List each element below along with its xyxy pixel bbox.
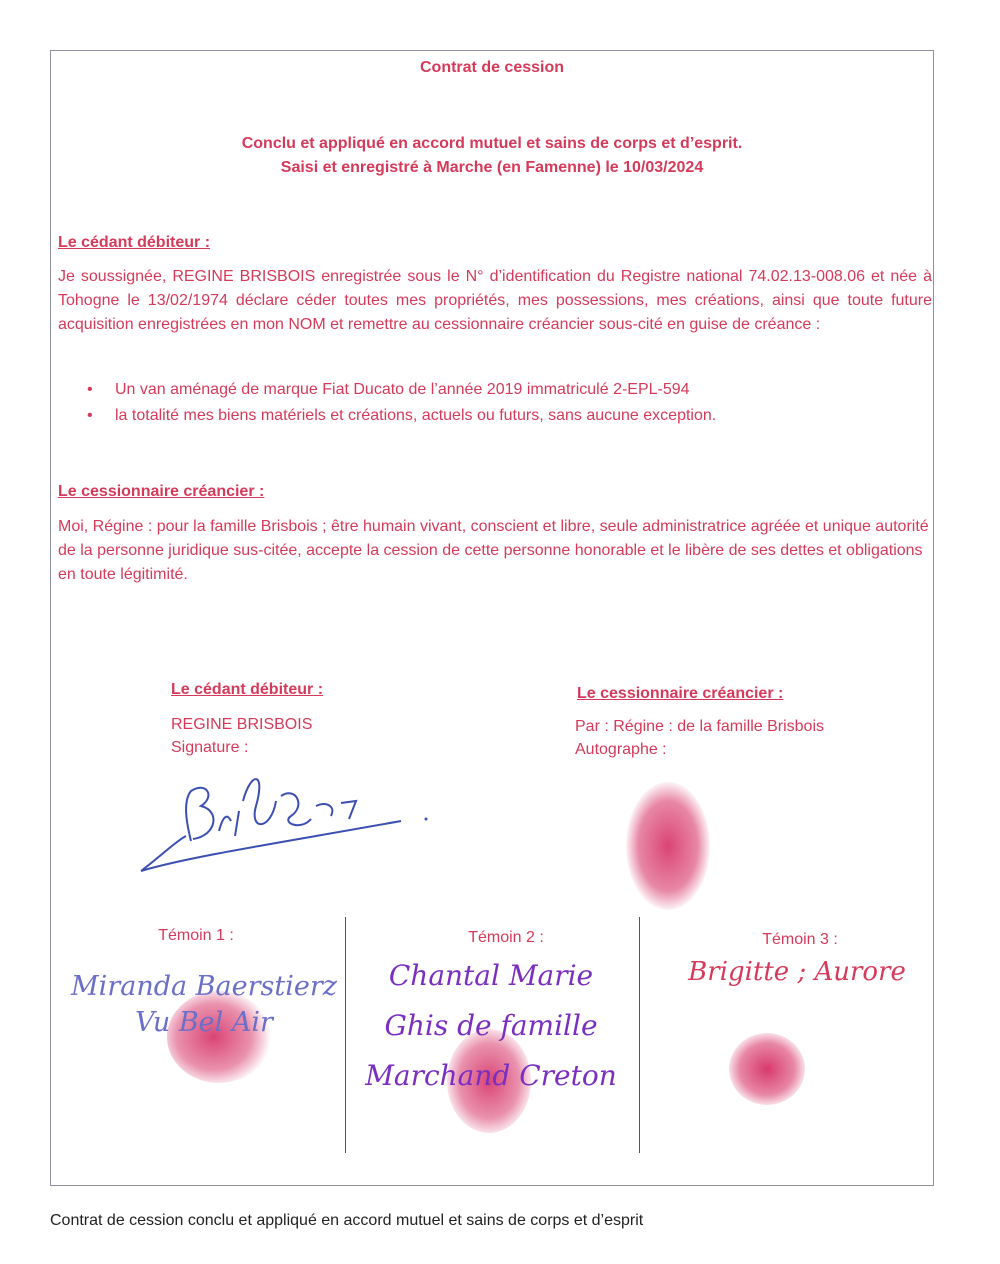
sig-right-block xyxy=(575,715,824,761)
sig-left-heading: Le cédant débiteur : xyxy=(171,681,324,698)
witness-1-handwriting-line: Miranda Baerstierz xyxy=(71,971,337,1002)
witness-1-label: Témoin 1 : xyxy=(158,927,234,944)
witness-divider-2 xyxy=(639,917,640,1153)
fingerprint-autographe xyxy=(623,779,713,913)
witness-1-handwriting-line: Vu Bel Air xyxy=(135,1007,273,1038)
sig-right-name: Par : Régine : de la famille Brisbois xyxy=(575,718,824,735)
sig-left-label: Signature : xyxy=(171,739,249,756)
cedant-item-list xyxy=(87,377,716,429)
sig-right-label: Autographe : xyxy=(575,741,667,758)
contract-frame xyxy=(50,50,934,1186)
document-subtitle-1: Conclu et appliqué en accord mutuel et sains de corps et d’esprit. xyxy=(241,135,743,152)
witness-2-handwriting-line: Marchand Creton xyxy=(365,1059,617,1092)
witness-2-handwriting xyxy=(351,951,631,1101)
witness-2-handwriting-line: Chantal Marie xyxy=(388,959,594,992)
sig-right-heading: Le cessionnaire créancier : xyxy=(577,685,784,702)
sig-left-name: REGINE BRISBOIS xyxy=(171,716,313,733)
sig-left-block xyxy=(171,713,312,759)
witness-3-handwriting-line: Brigitte ; Aurore xyxy=(688,957,906,987)
witness-3-fingerprint xyxy=(727,1031,807,1107)
cedant-heading: Le cédant débiteur : xyxy=(58,234,211,251)
page-caption: Contrat de cession conclu et appliqué en accord mutuel et sains de corps et d’esprit xyxy=(50,1212,644,1229)
signature-scribble xyxy=(131,761,451,881)
witness-2-label: Témoin 2 : xyxy=(468,929,544,946)
cedant-item: • Un van aménagé de marque Fiat Ducato de l’année 2019 immatriculé 2-EPL-594 xyxy=(87,377,716,403)
cessionnaire-heading: Le cessionnaire créancier : xyxy=(58,483,265,500)
cedant-paragraph: Je soussignée, REGINE BRISBOIS enregistrée sous le N° d’identification du Registre national 74.02.13-008.06 et née à Tohogne le 13/02/1974 déclare céder toutes mes propriétés, mes possessions, mes créations, ainsi que toute future acquisition enregistrées en mon NOM et remettre au cessionnaire créancier sous-cité en guise de créance : xyxy=(58,268,932,333)
witness-2-handwriting-line: Ghis de famille xyxy=(384,1009,598,1042)
cessionnaire-paragraph: Moi, Régine : pour la famille Brisbois ; être humain vivant, conscient et libre, seule administratrice agréée et unique autorité de la personne juridique sus-citée, accepte la cession de cette personne honorable et le libère de ses dettes et obligations en toute légitimité. xyxy=(58,518,929,583)
document-subtitle-2: Saisi et enregistré à Marche (en Famenne) le 10/03/2024 xyxy=(280,159,704,176)
witness-1-handwriting xyxy=(59,969,349,1041)
witness-3-label: Témoin 3 : xyxy=(762,931,838,948)
document-title: Contrat de cession xyxy=(419,59,565,76)
cedant-item: • la totalité mes biens matériels et créations, actuels ou futurs, sans aucune exception. xyxy=(87,403,716,429)
witness-3-handwriting xyxy=(677,955,917,989)
